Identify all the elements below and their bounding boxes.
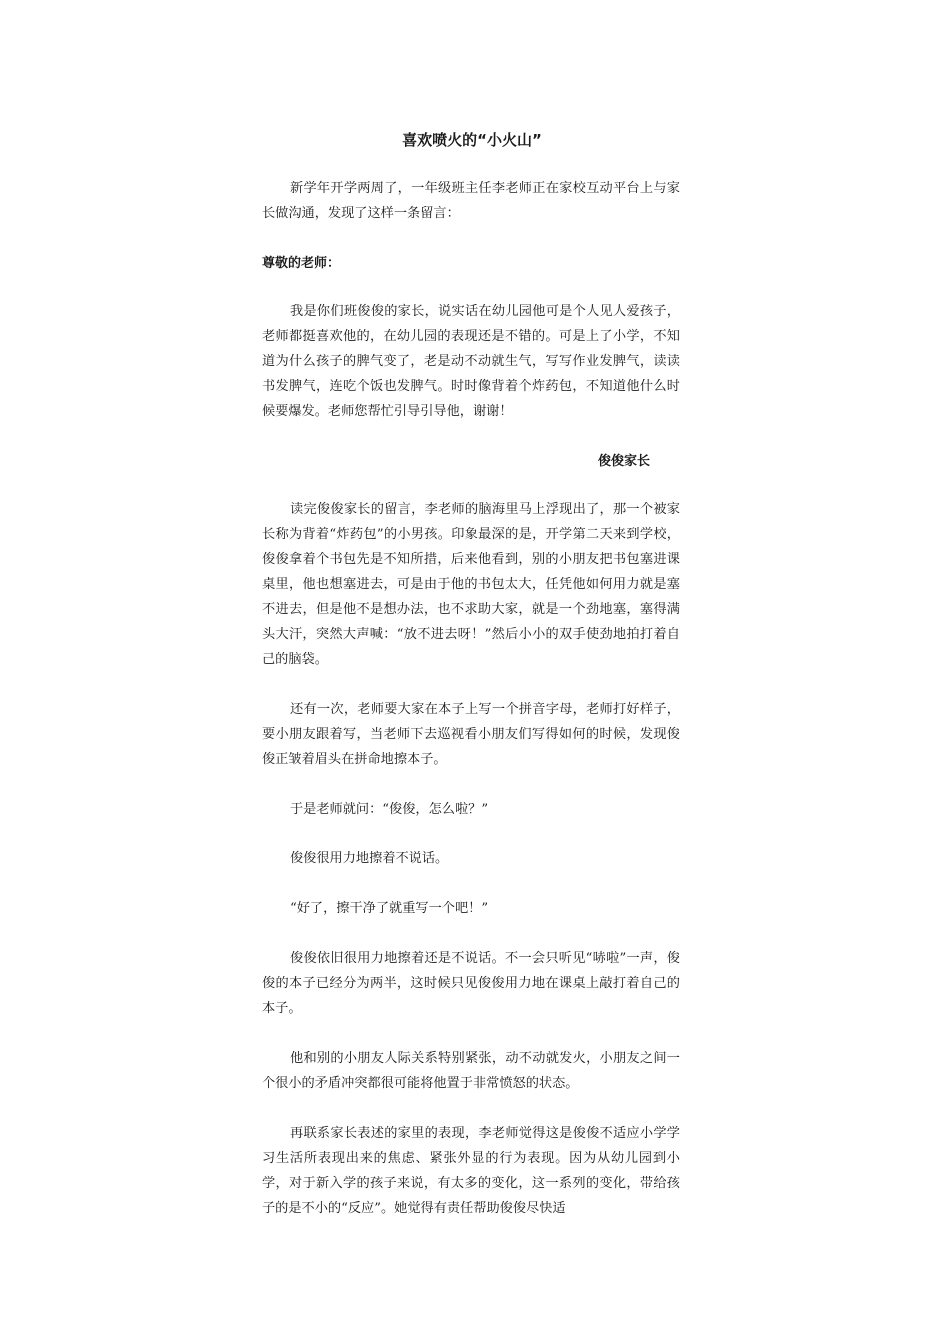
paragraph-relationships: 他和别的小朋友人际关系特别紧张，动不动就发火，小朋友之间一个很小的矛盾冲突都很可能将他置于非常愤怒的状态。	[262, 1051, 680, 1091]
paragraph-analysis: 再联系家长表述的家里的表现，李老师觉得这是俊俊不适应小学学习生活所表现出来的焦虑、紧张外显的行为表现。因为从幼儿园到小学，对于新入学的孩子来说，有太多的变化，这一系列的变化，带给孩子的是不小的“反应”。她觉得有责任帮助俊俊尽快适	[262, 1126, 680, 1216]
letter-salutation: 尊敬的老师：	[262, 256, 341, 271]
paragraph-torn-notebook: 俊俊依旧很用力地擦着还是不说话。不一会只听见“哧啦”一声，俊俊的本子已经分为两半，这时候只见俊俊用力地在课桌上敲打着自己的本子。	[262, 951, 680, 1016]
document-title: 喜欢喷火的“小火山”	[402, 131, 542, 149]
paragraph-another-time: 还有一次，老师要大家在本子上写一个拼音字母，老师打好样子，要小朋友跟着写，当老师下去巡视看小朋友们写得如何的时候，发现俊俊正皱着眉头在拼命地擦本子。	[262, 702, 680, 767]
paragraph-teacher-asks: 于是老师就问：“俊俊，怎么啦？”	[290, 802, 489, 817]
paragraph-intro: 新学年开学两周了，一年级班主任李老师正在家校互动平台上与家长做沟通，发现了这样一条留言：	[262, 181, 680, 221]
paragraph-letter-body: 我是你们班俊俊的家长，说实话在幼儿园他可是个人见人爱孩子，老师都挺喜欢他的，在幼儿园的表现还是不错的。可是上了小学，不知道为什么孩子的脾气变了，老是动不动就生气，写写作业发脾气，读读书发脾气，连吃个饭也发脾气。时时像背着个炸药包，不知道他什么时候要爆发。老师您帮忙引导引导他，谢谢！	[262, 304, 680, 419]
paragraph-recollection: 读完俊俊家长的留言，李老师的脑海里马上浮现出了，那一个被家长称为背着“炸药包”的小男孩。印象最深的是，开学第二天来到学校，俊俊拿着个书包先是不知所措，后来他看到，别的小朋友把书包塞进课桌里，他也想塞进去，可是由于他的书包太大，任凭他如何用力就是塞不进去，但是他不是想办法，也不求助大家，就是一个劲地塞，塞得满头大汗，突然大声喊：“放不进去呀！”然后小小的双手使劲地拍打着自己的脑袋。	[262, 502, 680, 667]
paragraph-silent-erasing: 俊俊很用力地擦着不说话。	[290, 851, 449, 866]
paragraph-rewrite: “好了，擦干净了就重写一个吧！”	[290, 901, 489, 916]
letter-signature: 俊俊家长	[597, 454, 650, 469]
